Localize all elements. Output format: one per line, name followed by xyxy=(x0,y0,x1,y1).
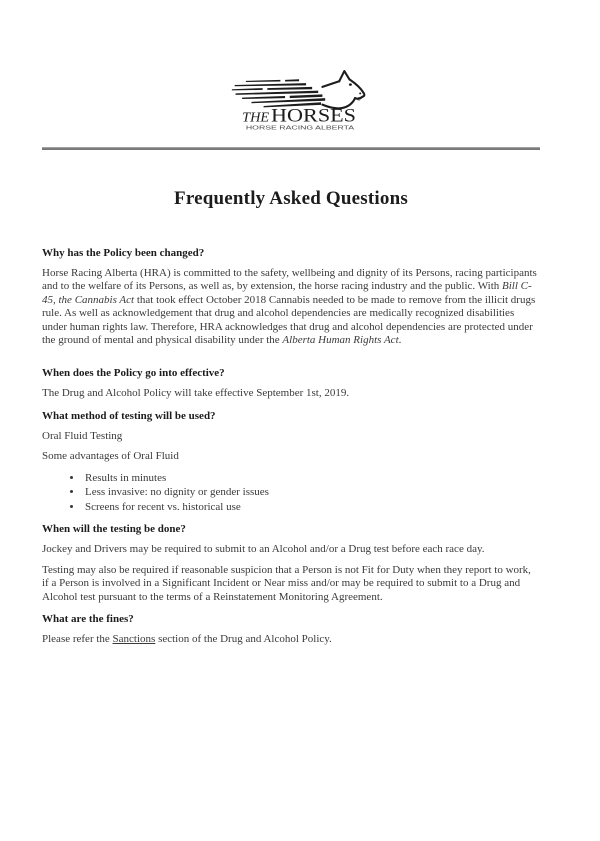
list-item: • Results in minutes xyxy=(83,471,540,486)
logo-word-the: THE xyxy=(242,110,270,126)
text-run: The Drug and Alcohol Policy will take effective September 1st, 2019. xyxy=(42,387,350,400)
registered-trademark-icon: ® xyxy=(356,96,361,103)
logo-tagline: HORSE RACING ALBERTA xyxy=(245,125,355,131)
question-heading: When will the testing be done? xyxy=(42,523,186,536)
answer-paragraph xyxy=(42,387,540,400)
horse-nostril-icon xyxy=(359,93,361,95)
text-run: Horse Racing Alberta (HRA) is committed to the safety, wellbeing and dignity of its Persons, racing participants and to the welfare of its Persons, as well as, by extension, the horse racing industry and the public. With xyxy=(42,267,537,293)
list-item: • Less invasive: no dignity or gender issues xyxy=(83,485,540,500)
list-item: • Screens for recent vs. historical use xyxy=(83,500,540,515)
logo-word-horses: HORSES xyxy=(271,105,356,127)
faq-sections xyxy=(42,246,540,646)
answer-paragraph xyxy=(42,543,540,556)
text-run: Jockey and Drivers may be required to submit to an Alcohol and/or a Drug test before each race day. xyxy=(42,543,485,556)
text-run: Testing may also be required if reasonable suspicion that a Person is not Fit for Duty when they report to work, if a Person is involved in a Significant Incident or Near miss and/or may be required to submit to a Drug and Alcohol test pursuant to the terms of a Reinstatement Monitoring Agreement. xyxy=(42,563,531,603)
horse-eye-icon xyxy=(349,83,352,85)
text-run: section of the Drug and Alcohol Policy. xyxy=(155,633,332,646)
sanctions-link[interactable]: Sanctions xyxy=(112,633,156,646)
text-run: . xyxy=(398,334,402,347)
horse-logo-icon xyxy=(230,68,370,131)
answer-paragraph xyxy=(42,430,540,443)
question-heading: What are the fines? xyxy=(42,613,134,626)
answer-paragraph xyxy=(42,450,540,463)
italic-citation: Alberta Human Rights Act xyxy=(282,334,399,347)
text-run: that took effect October 2018 Cannabis needed to be made to remove from the illicit drugs rule. As well as acknowledgement that drug and alcohol dependencies are medically recognized disabilities under human rights law. Therefore, HRA acknowledges that drug and alcohol dependencies are protected under the ground of mental and physical disability under the xyxy=(42,293,536,347)
answer-paragraph xyxy=(42,633,540,646)
question-heading: What method of testing will be used? xyxy=(42,409,216,422)
speed-lines-icon xyxy=(232,79,325,107)
header-divider xyxy=(42,147,540,150)
answer-paragraph xyxy=(42,564,540,604)
question-heading: When does the Policy go into effective? xyxy=(42,367,225,380)
answer-paragraph xyxy=(42,267,540,347)
advantages-list xyxy=(42,471,540,515)
text-run: Oral Fluid Testing xyxy=(42,429,123,442)
document-page xyxy=(0,68,600,841)
text-run: Please refer the xyxy=(42,633,113,646)
text-run: Some advantages of Oral Fluid xyxy=(42,450,179,463)
italic-citation: Bill C-45, the Cannabis Act xyxy=(42,280,532,306)
horse-racing-alberta-logo xyxy=(230,68,370,131)
page-title: Frequently Asked Questions xyxy=(174,188,408,209)
question-heading: Why has the Policy been changed? xyxy=(42,247,205,259)
